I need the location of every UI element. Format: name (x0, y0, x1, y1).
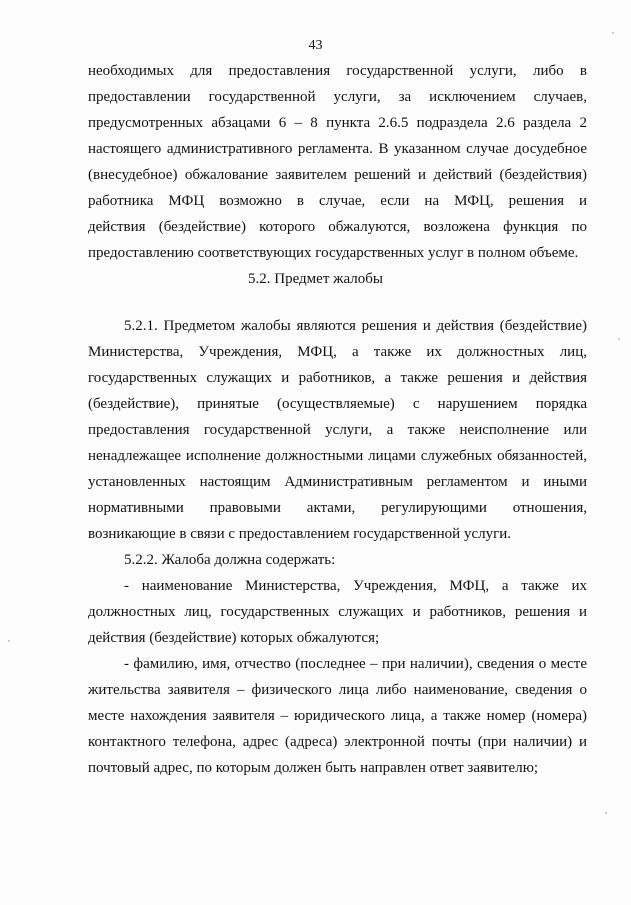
scan-speck (618, 338, 620, 340)
text-line: настоящего административного регламента. В указанном случае досудебное (88, 141, 587, 157)
text-line: ненадлежащее исполнение должностными лицами служебных обязанностей, (88, 448, 587, 464)
text-line: необходимых для предоставления государственной услуги, либо в (88, 63, 587, 79)
text-line: нормативными правовыми актами, регулирующими отношения, (88, 500, 587, 516)
text-line: возникающие в связи с предоставлением государственной услуги. (88, 526, 512, 542)
text-line: жительства заявителя – физического лица либо наименование, сведения о (88, 682, 587, 698)
text-line: предоставлении государственной услуги, за исключением случаев, (88, 89, 587, 105)
text-line: - наименование Министерства, Учреждения, МФЦ, а также их (124, 578, 587, 594)
text-line: действия (бездействие) которых обжалуются; (88, 630, 380, 646)
scan-speck (8, 640, 10, 642)
text-line: месте нахождения заявителя – юридического лица, а также номер (номера) (88, 708, 587, 724)
text-line: 5.2.2. Жалоба должна содержать: (124, 552, 336, 568)
section-heading: 5.2. Предмет жалобы (248, 271, 383, 287)
text-line: - фамилию, имя, отчество (последнее – при наличии), сведения о месте (124, 656, 587, 672)
text-line: предоставления государственной услуги, а также неисполнение или (88, 422, 587, 438)
text-line: действия (бездействие) которого обжалуются, возложена функция по (88, 219, 587, 235)
text-line: 5.2.1. Предметом жалобы являются решения и действия (бездействие) (124, 318, 587, 334)
text-line: работника МФЦ возможно в случае, если на МФЦ, решения и (88, 193, 587, 209)
text-line: предоставлению соответствующих государственных услуг в полном объеме. (88, 245, 579, 261)
text-line: контактного телефона, адрес (адреса) электронной почты (при наличии) и (88, 734, 587, 750)
page-number: 43 (308, 38, 323, 53)
text-line: должностных лиц, государственных служащих и работников, решения и (88, 604, 587, 620)
text-line: почтовый адрес, по которым должен быть направлен ответ заявителю; (88, 760, 539, 776)
text-line: Министерства, Учреждения, МФЦ, а также их должностных лиц, (88, 344, 587, 360)
scan-speck (612, 32, 614, 34)
text-line: (бездействие), принятые (осуществляемые) с нарушением порядка (88, 396, 587, 412)
text-line: предусмотренных абзацами 6 – 8 пункта 2.6.5 подраздела 2.6 раздела 2 (88, 115, 587, 131)
text-line: установленных настоящим Административным регламентом и иными (88, 474, 587, 490)
text-line: (внесудебное) обжалование заявителем решений и действий (бездействия) (88, 167, 587, 183)
scan-speck (605, 812, 607, 814)
text-line: государственных служащих и работников, а также решения и действия (88, 370, 587, 386)
